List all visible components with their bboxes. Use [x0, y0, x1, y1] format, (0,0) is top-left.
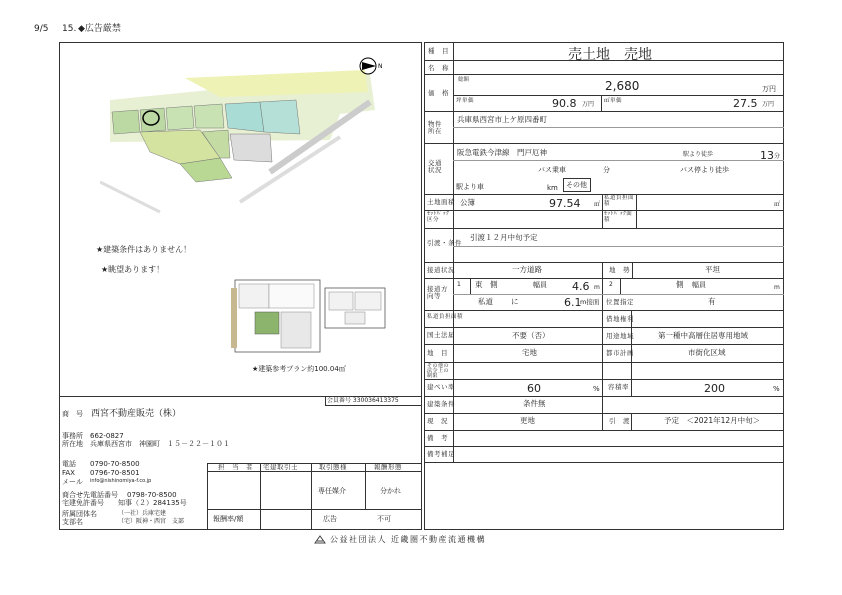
- designated-value: 有: [708, 297, 716, 306]
- label-remarks2: 備考補足: [427, 450, 455, 458]
- label-floor-ratio: 容積率: [608, 383, 629, 391]
- label-setback: ｾｯﾄﾊﾞｯｸ区分: [427, 211, 450, 223]
- deal-type: 専任媒介: [318, 487, 346, 495]
- car-label: 駅より車: [456, 183, 484, 191]
- coverage-value: 60: [527, 382, 541, 395]
- label-delivery: 引渡・条件: [427, 239, 462, 247]
- mail-label: メール: [62, 478, 83, 486]
- ad-value: 不可: [377, 515, 391, 523]
- walk-unit: 分: [774, 153, 781, 160]
- road-contact-unit: m接面: [580, 298, 600, 306]
- label-slope: 地 勢: [609, 266, 630, 274]
- road-width1: 4.6: [572, 280, 590, 293]
- assoc-label: 所属団体名: [62, 510, 97, 518]
- road-width2-unit: m: [774, 284, 780, 291]
- label-total: 総額: [458, 77, 470, 83]
- header-date: 9/5: [34, 24, 49, 34]
- label-tsubo: 坪単価: [456, 98, 475, 104]
- floor-plan: [225, 278, 395, 358]
- svg-text:N: N: [378, 63, 383, 70]
- branch: （宅）阪神・西宮 支部: [118, 518, 185, 525]
- label-traffic: 交通状況: [428, 159, 442, 174]
- label-use-zone: 用途地域: [606, 332, 634, 340]
- current-value: 更地: [520, 416, 535, 425]
- label-kind: 種 目: [428, 47, 449, 55]
- build-cond-value: 条件無: [523, 399, 546, 408]
- tel: 0790-70-8500: [90, 460, 140, 468]
- label-land-reg: 国土法届: [427, 331, 455, 339]
- price-m2-unit: 万円: [762, 101, 775, 108]
- label-handover: 引 渡: [609, 417, 630, 425]
- use-zone-value: 第一種中高層住居専用地域: [658, 331, 748, 340]
- train-line: 阪急電鉄今津線 門戸厄神: [457, 148, 547, 157]
- label-private-road: 私道負担面積: [427, 314, 464, 320]
- fax-label: FAX: [62, 469, 75, 477]
- inquiry-label: 商合せ先電話番号: [62, 491, 118, 499]
- terms-header-fee: 報酬形態: [374, 463, 402, 471]
- coverage-unit: %: [593, 385, 600, 393]
- label-rent: 借地権利: [606, 315, 634, 323]
- road-contact: 6.1: [564, 296, 582, 309]
- fee-type: 分かれ: [380, 487, 401, 495]
- header-number: 15.: [62, 24, 77, 34]
- label-name: 名 称: [428, 64, 449, 72]
- km-unit: km: [547, 184, 558, 192]
- road-dir2-no: 2: [609, 281, 613, 288]
- note-1: ★建築条件はありません！: [96, 245, 192, 254]
- area-unit: ㎡: [594, 201, 601, 208]
- license: 知事（２）284135号: [118, 499, 187, 507]
- label-other-limits: その他の法令上の制限: [427, 363, 450, 379]
- price-total-unit: 万円: [762, 85, 776, 93]
- branch-label: 支部名: [62, 518, 83, 526]
- handover-value: 予定 ＜2021年12月中旬＞: [664, 416, 761, 425]
- bus-label: バス乗車: [538, 166, 566, 174]
- floor-ratio-value: 200: [704, 382, 725, 395]
- ad-label: 広告: [323, 515, 337, 523]
- label-current: 現 況: [427, 417, 448, 425]
- road-ni: に: [511, 297, 519, 306]
- listing-title: 売土地 売地: [568, 47, 652, 63]
- label-build-cond: 建築条件: [427, 400, 455, 408]
- walk-label: 駅より徒歩: [683, 151, 714, 158]
- price-total: 2,680: [605, 79, 640, 93]
- label-setback-area: ｾｯﾄﾊﾞｯｸ面積: [604, 211, 633, 223]
- license-label: 宅建免許番号: [62, 499, 104, 507]
- terms-header-type: 取引態様: [319, 463, 347, 471]
- fax: 0796-70-8501: [90, 469, 140, 477]
- label-designated: 位置指定: [606, 298, 634, 306]
- road-status: 一方道路: [512, 265, 542, 274]
- label-road-dir: 接道方向等: [427, 285, 448, 300]
- label-road-status: 接道状況: [427, 266, 455, 274]
- label-city-area: 都市計画: [606, 349, 634, 357]
- label-land-type: 地 目: [427, 349, 448, 357]
- private-road-unit: ㎡: [774, 201, 781, 208]
- mail: info@nishinomiya-f.co.jp: [90, 478, 152, 484]
- label-coverage: 建ぺい率: [427, 383, 455, 391]
- area-kind: 公簿: [460, 198, 475, 207]
- road-dir1-no: 1: [457, 281, 461, 288]
- bus-stop-walk: バス停より徒歩: [680, 166, 729, 174]
- land-type-value: 宅地: [522, 348, 537, 357]
- company-address: 兵庫県西宮市 神園町 １５－２２－１０１: [90, 440, 230, 448]
- label-area: 土地面積: [427, 198, 455, 206]
- company-name-label: 商 号: [62, 410, 83, 418]
- price-tsubo: 90.8: [552, 97, 577, 110]
- road-dir2: 側: [676, 280, 684, 289]
- walk-minutes: 13: [760, 149, 774, 162]
- note-2: ★眺望あります！: [101, 265, 165, 274]
- property-address: 兵庫県西宮市上ケ原四番町: [457, 115, 547, 124]
- address-label: 所在地: [62, 440, 83, 448]
- area-value: 97.54: [549, 197, 581, 210]
- city-area-value: 市街化区域: [688, 348, 726, 357]
- label-private-road-area: 私道負担面積: [604, 195, 635, 207]
- road-public: 私道: [478, 297, 493, 306]
- fee-rate-label: 報酬率/額: [213, 515, 244, 523]
- label-m2: ㎡単価: [604, 98, 623, 104]
- member-number: 会員番号 330036413375: [327, 397, 399, 404]
- association-logo-icon: [314, 535, 326, 545]
- road-width2-label: 幅員: [692, 281, 706, 289]
- slope-value: 平坦: [705, 265, 720, 274]
- label-location: 物件所在: [428, 120, 442, 135]
- footer-association: 公益社団法人 近畿圏不動産流通機構: [330, 535, 487, 544]
- tel-label: 電話: [62, 460, 76, 468]
- label-price: 価 格: [428, 89, 449, 97]
- road-width1-unit: m: [594, 284, 600, 291]
- price-m2: 27.5: [733, 97, 758, 110]
- land-reg-value: 不要（否）: [512, 331, 550, 340]
- postal-code: 662-0827: [90, 432, 124, 440]
- road-width1-label: 幅員: [533, 281, 547, 289]
- office-label: 事務所: [62, 432, 83, 440]
- terms-header-agent: 宅建取引士: [263, 463, 298, 471]
- terms-header-staff: 担 当 者: [218, 463, 253, 471]
- bus-unit: 分: [603, 166, 610, 174]
- traffic-other: その他: [566, 181, 587, 189]
- header-notice: ◆広告厳禁: [78, 24, 121, 34]
- assoc: （一社）兵庫宅建: [118, 510, 167, 517]
- company-name: 西宮不動産販売（株）: [91, 409, 182, 419]
- label-remarks: 備 考: [427, 434, 448, 442]
- road-dir1: 東 側: [475, 280, 498, 289]
- price-tsubo-unit: 万円: [582, 101, 595, 108]
- delivery-text: 引渡１２月中旬予定: [470, 233, 538, 242]
- floor-ratio-unit: %: [773, 385, 780, 393]
- plan-caption: ★建築参考プラン約100.04㎡: [252, 365, 346, 373]
- inquiry-tel: 0798-70-8500: [127, 491, 177, 499]
- site-map: [100, 52, 400, 222]
